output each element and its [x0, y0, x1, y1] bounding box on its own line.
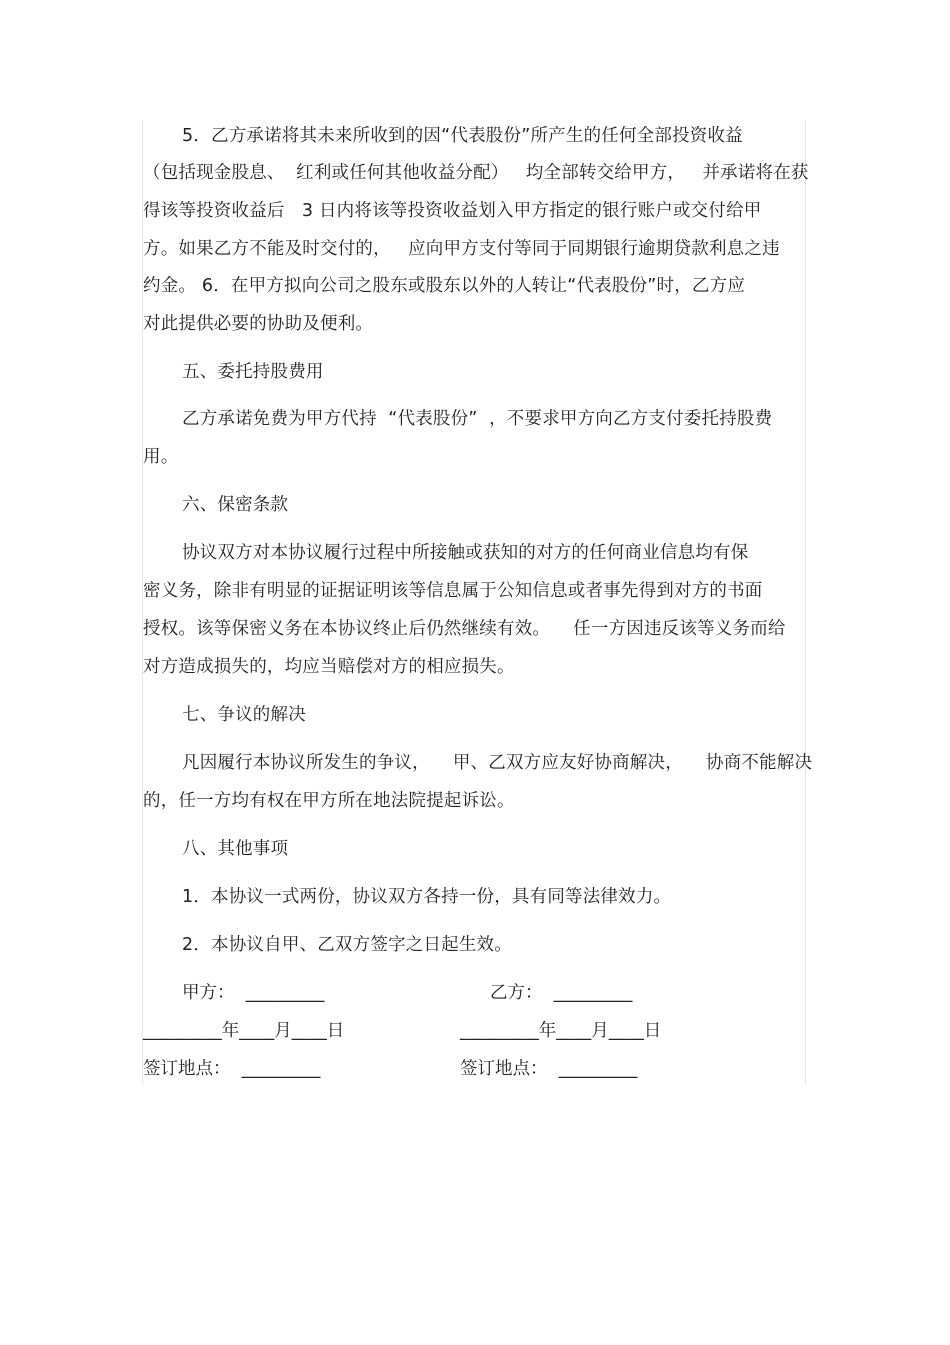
section5-line1: 乙方承诺免费为甲方代持 “代表股份” ，不要求甲方向乙方支付委托持股费	[182, 409, 773, 429]
section6-line1: 协议双方对本协议履行过程中所接触或获知的对方的任何商业信息均有保	[182, 543, 749, 563]
section7-heading: 七、争议的解决	[182, 705, 306, 725]
clause5-line6: 对此提供必要的协助及便利。	[143, 314, 374, 334]
section8-item2: 2．本协议自甲、乙双方签字之日起生效。	[182, 935, 512, 955]
party-a-place: 签订地点： _________	[143, 1059, 321, 1079]
section6-line3: 授权。该等保密义务在本协议终止后仍然继续有效。 任一方因违反该等义务而给	[143, 619, 786, 639]
section7-line1: 凡因履行本协议所发生的争议， 甲、乙双方应友好协商解决， 协商不能解决	[182, 753, 813, 773]
clause5-line5: 约金。 6．在甲方拟向公司之股东或股东以外的人转让“代表股份”时，乙方应	[143, 276, 746, 296]
clause5-line4: 方。如果乙方不能及时交付的， 应向甲方支付等同于同期银行逾期贷款利息之违	[143, 239, 780, 259]
clause5-line2: （包括现金股息、 红利或任何其他收益分配） 均全部转交给甲方， 并承诺将在获	[143, 163, 809, 183]
party-b-date: _________年____月____日	[460, 1021, 662, 1041]
section6-heading: 六、保密条款	[182, 495, 289, 515]
section8-heading: 八、其他事项	[182, 839, 289, 859]
clause5-line3: 得该等投资收益后 3 日内将该等投资收益划入甲方指定的银行账户或交付给甲	[143, 201, 762, 221]
party-a-date: _________年____月____日	[143, 1021, 345, 1041]
section6-line2: 密义务，除非有明显的证据证明该等信息属于公知信息或者事先得到对方的书面	[143, 581, 763, 601]
section5-line2: 用。	[143, 447, 179, 467]
section8-item1: 1．本协议一式两份，协议双方各持一份，具有同等法律效力。	[182, 887, 672, 907]
clause5-line1: 5．乙方承诺将其未来所收到的因“代表股份”所产生的任何全部投资收益	[182, 126, 743, 146]
section5-heading: 五、委托持股费用	[182, 362, 324, 382]
party-a-signature: 甲方： _________	[182, 983, 325, 1003]
section6-line4: 对方造成损失的，均应当赔偿对方的相应损失。	[143, 657, 515, 677]
party-b-signature: 乙方： _________	[490, 983, 633, 1003]
party-b-place: 签订地点： _________	[460, 1059, 638, 1079]
section7-line2: 的，任一方均有权在甲方所在地法院提起诉讼。	[143, 791, 515, 811]
